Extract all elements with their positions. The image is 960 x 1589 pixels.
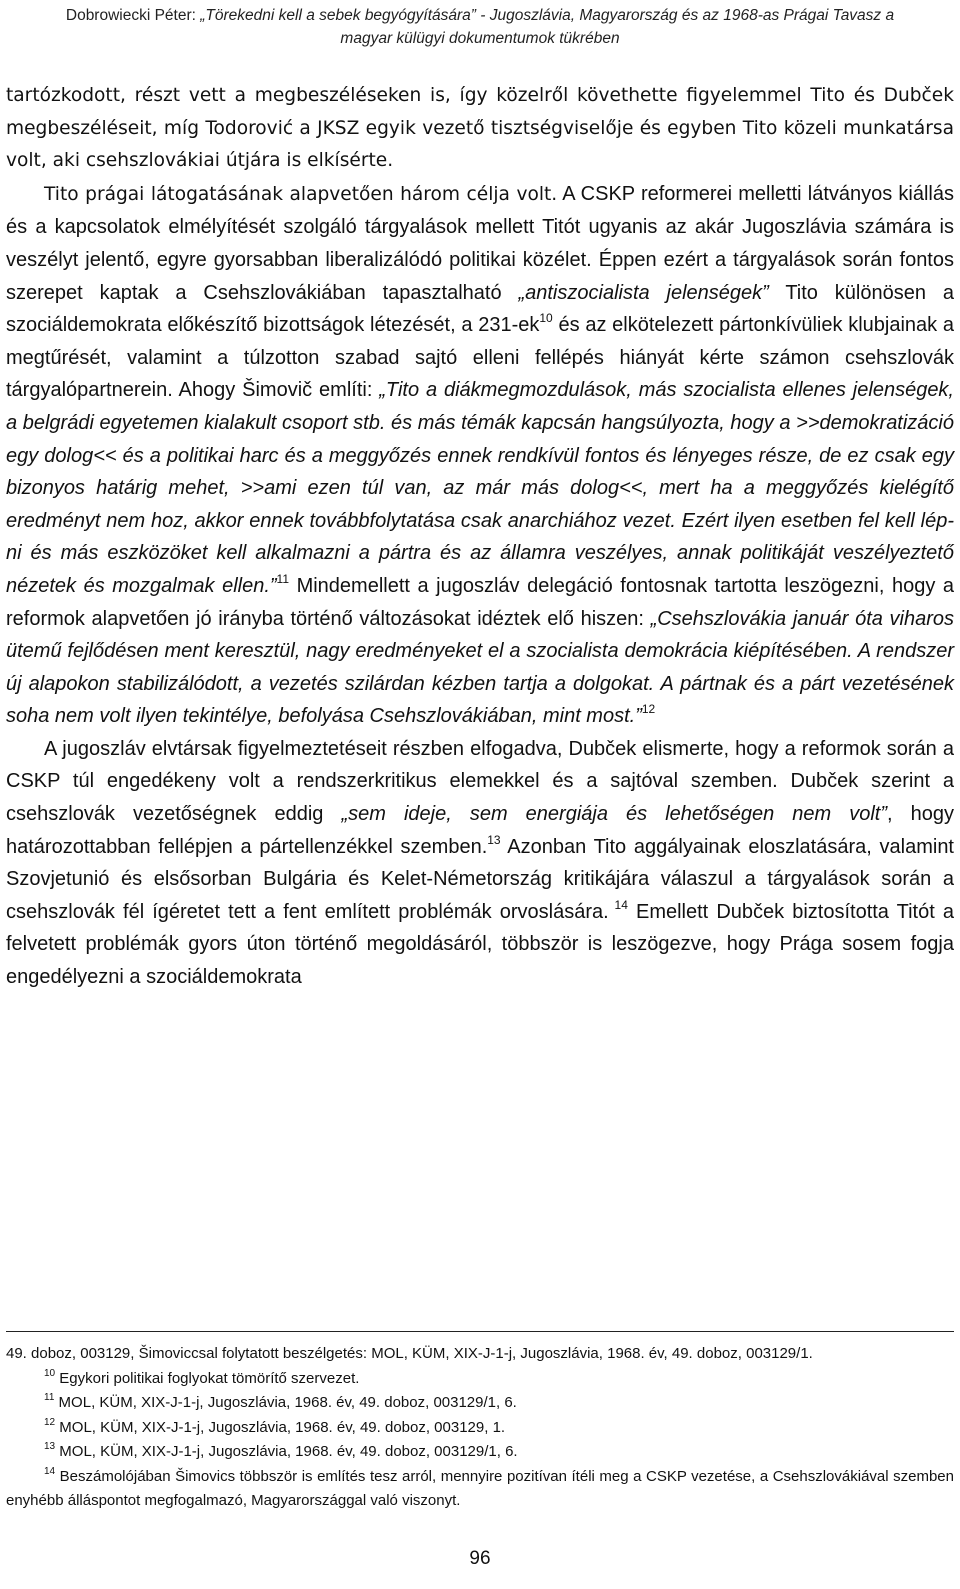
footnote-number: 14 [44, 1465, 56, 1477]
footnote-12 [6, 1416, 954, 1441]
quote-csehszlovakia: „Csehszlovákia január óta viharos ütemű fejlődésen ment keresztül, nagy eredményeket el a szocialista demokrácia kiépítésében. A rendszer új alapokon stabilizálódott, a vezetés szilárdan kézben tartja a dolgokat. A pártnak és a párt vezetésének soha nem volt ilyen tekintélye, befolyása Csehszlovákiában, mint most.” [6, 607, 954, 728]
footnote-ref-14[interactable]: 14 [608, 897, 628, 912]
paragraph-3-text-a: A jugoszláv elvtársak figyelmeztetéseit részben elfogadva, Dubček elismerte, hogy a reformok során a CSKP túl engedékeny volt a rendszerkritikus elemekkel és a sajtóval szemben. Dubček szerint a csehszlovák vezetőségnek eddig [6, 737, 954, 826]
footnote-number: 13 [44, 1441, 56, 1452]
paragraph-3-text-d: Emellett Dubček biztosította Titót a felvetett problémák gyors úton történő megoldásáról, többször is leszögezve, hogy Prága sosem fogja engedélyezni a szociáldemokrata [6, 900, 954, 989]
paragraph-1: tartózkodott, részt vett a megbeszéléseken is, így közelről követhette figyelemmel Tito és Dubček megbeszéléseit, míg Todorović a JKSZ egyik vezető tisztségviselője és egyben Tito közeli munkatársa volt, aki csehszlovákiai útjára is elkísérte. [6, 85, 954, 172]
main-text [6, 80, 954, 994]
footnote-13 [6, 1440, 954, 1465]
footnote-text: MOL, KÜM, XIX-J-1-j, Jugoszlávia, 1968. év, 49. doboz, 003129/1, 6. [55, 1443, 518, 1460]
footnote-number: 11 [44, 1392, 55, 1403]
footnote-number: 12 [44, 1416, 56, 1428]
header-title-rest: - Jugoszlávia, Magyarország és az 1968-as Prágai Tavasz a [475, 7, 895, 24]
footnote-10 [6, 1367, 954, 1392]
footnote-ref-11[interactable]: 11 [276, 571, 290, 586]
paragraph-3-text-b: , hogy határozottabban fellépjen a pártellenzékkel szemben. [6, 803, 954, 858]
footnote-text: Beszámolójában Šimovics többször is említés tesz arról, mennyire pozitívan ítéli meg a CSKP vezetése, a Csehszlovákiával szemben enyhébb álláspontot megfogalmazó, Magyarországgal való viszonyt. [6, 1467, 954, 1509]
footnote-text: Egykori politikai foglyokat tömörítő szervezet. [55, 1369, 360, 1387]
quote-tito: „Tito a diákmegmozdulások, más szocialista ellenes jelenségek, a belgrádi egyetemen kialakult csoport stb. és más témák kapcsán hangsúlyozta, hogy a >>demokratizáció egy dolog<< és a politikai harc és a meggyőzés ennek rendkívül fontos és lényeges része, de ez csak egy bizonyos határig mehet, >>ami ezen túl van, az már más dolog<<, mert ha a meggyőzés kielégítő eredményt nem hoz, akkor ennek továbbfolytatása csak anarchiához vezet. Ezért ilyen esetben fel kell lépni és más eszközöket kell alkalmazni a pártra és az államra veszélyes, annak politikáját veszélyeztető nézetek és mozgalmak ellen.” [6, 379, 954, 597]
paragraph-2-text-a: A CSKP reformerei melletti látványos kiállás és a kapcsolatok elmélyítését szolgáló tárgyalások mellett Titót ugyanis az akár Jugoszlávia számára is veszélyt jelentő, egyre gyorsabban liberalizálódó politikai közélet. Éppen ezért a tárgyalások során fontos szerepet kaptak a Csehszlovákiában tapasztalható [6, 182, 954, 304]
page-number: 96 [469, 1548, 491, 1569]
footnote-11 [6, 1391, 954, 1416]
footnote-ref-13[interactable]: 13 [487, 832, 501, 847]
footnote-text: MOL, KÜM, XIX-J-1-j, Jugoszlávia, 1968. év, 49. doboz, 003129/1, 6. [54, 1394, 517, 1411]
footnote-separator [6, 1331, 954, 1332]
running-header [6, 4, 954, 50]
footnote-continued: 49. doboz, 003129, Šimoviccsal folytatott beszélgetés: MOL, KÜM, XIX-J-1-j, Jugoszlávia, 1968. év, 49. doboz, 003129/1. [6, 1345, 813, 1362]
header-author: Dobrowiecki Péter: [65, 7, 201, 24]
quote-antiszocialista: „antiszocialista jelenségek” [518, 281, 769, 304]
footnote-14 [6, 1465, 954, 1514]
footnotes [6, 1342, 954, 1514]
paragraph-3-text-c: Azonban Tito aggályainak eloszlatására, valamint Szovjetunió és elsősorban Bulgária és Kelet-Németország kritikájára válaszul a tárgyalások során a csehszlovák fél ígéretet tett a fent említett problémák orvoslására. [6, 835, 954, 923]
paragraph-2-text-d: Mindemellett a jugoszláv delegáció fontosnak tartotta leszögezni, hogy a reformok alapvetően jó irányba történő változásokat idéztek elő hiszen: [6, 574, 954, 630]
quote-sem-ideje: „sem ideje, sem energiája és lehetőségen nem volt” [341, 803, 887, 826]
footnote-number: 10 [44, 1367, 56, 1379]
header-title-quoted: „Törekedni kell a sebek begyógyítására” [200, 7, 476, 24]
paragraph-2 [6, 178, 954, 733]
paragraph-3 [6, 733, 954, 994]
paragraph-2-text-c: és az elkötelezett pártonkívüliek klubjainak a megtűrését, valamint a túlzotton szabad sajtó elleni fellépés hiányát kérte számon csehszlovák tárgyalópartnerein. Ahogy Šimovič említi: [6, 314, 954, 402]
paragraph-2-lead: Tito prágai látogatásának alapvetően három célja volt. [44, 183, 558, 205]
footnote-ref-12[interactable]: 12 [641, 702, 656, 717]
paragraph-2-text-b: Tito különösen a szociáldemokrata előkészítő bizottságok létezését, a 231-ek [6, 281, 954, 337]
footnote-ref-10[interactable]: 10 [539, 311, 553, 326]
footnote-text: MOL, KÜM, XIX-J-1-j, Jugoszlávia, 1968. év, 49. doboz, 003129, 1. [55, 1418, 506, 1436]
header-line-2: magyar külügyi dokumentumok tükrében [340, 30, 620, 47]
header-line-1 [6, 4, 954, 27]
